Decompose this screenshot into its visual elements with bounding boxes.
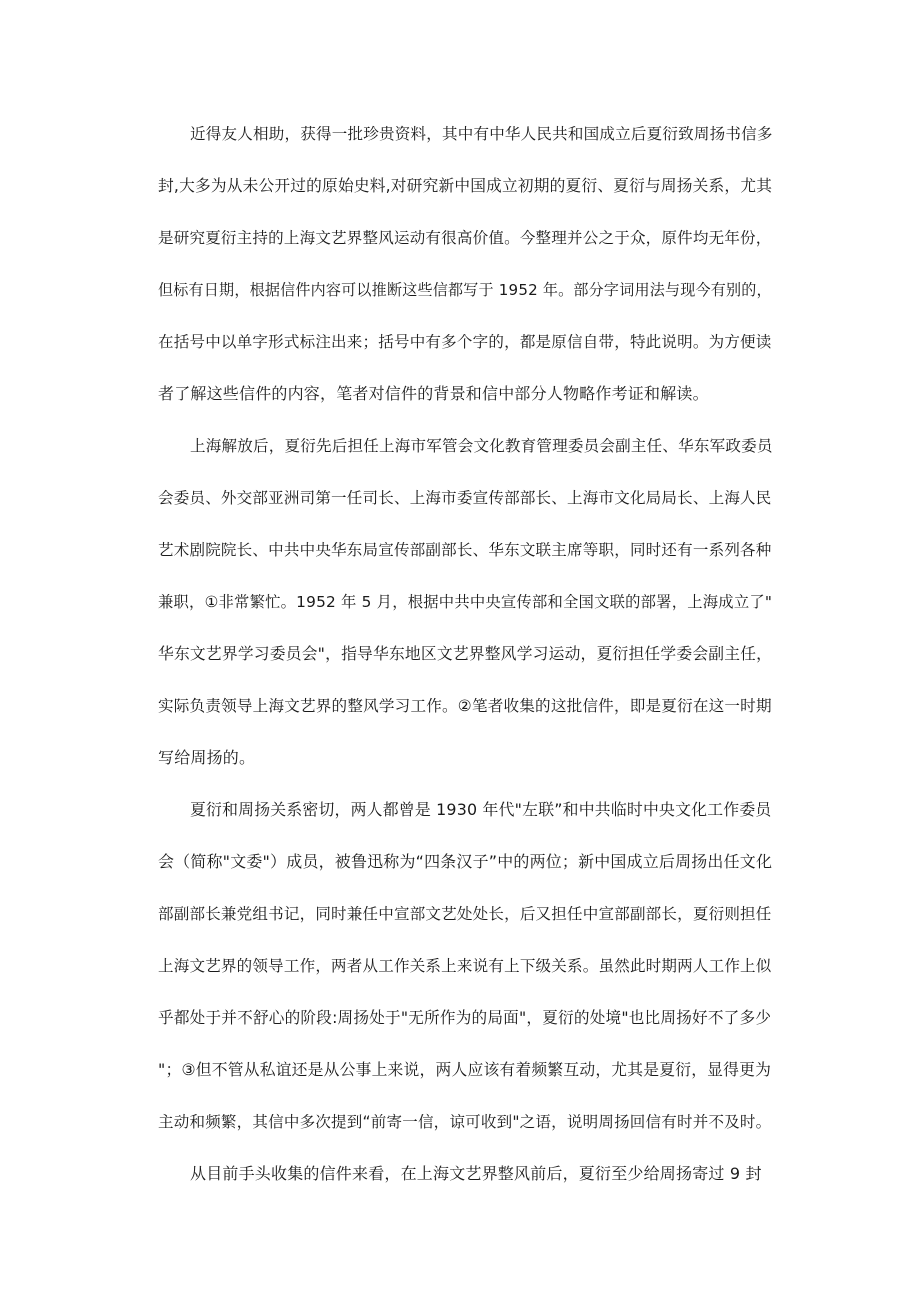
paragraph-2-line-2: 会委员、外交部亚洲司第一任司长、上海市委宣传部部长、上海市文化局局长、上海人民 — [158, 489, 772, 507]
paragraph-1-line-3: 是研究夏衍主持的上海文艺界整风运动有很高价值。今整理并公之于众，原件均无年份， — [158, 229, 772, 247]
paragraph-3-line-3: 部副部长兼党组书记，同时兼任中宣部文艺处处长，后又担任中宣部副部长，夏衍则担任 — [158, 905, 772, 923]
document-body — [158, 108, 772, 1200]
paragraph-2-line-5: 华东文艺界学习委员会"，指导华东地区文艺界整风学习运动，夏衍担任学委会副主任， — [158, 644, 773, 663]
paragraph-1-line-5: 在括号中以单字形式标注出来；括号中有多个字的，都是原信自带，特此说明。为方便读 — [158, 333, 772, 351]
paragraph-2-line-7: 写给周扬的。 — [158, 748, 256, 767]
paragraph-3-line-1: 夏衍和周扬关系密切，两人都曾是 1930 年代"左联”和中共临时中央文化工作委员 — [190, 800, 772, 819]
paragraph-2-line-1: 上海解放后，夏衍先后担任上海市军管会文化教育管理委员会副主任、华东军政委员 — [190, 437, 773, 455]
paragraph-1-line-6: 者了解这些信件的内容，笔者对信件的背景和信中部分人物略作考证和解读。 — [158, 384, 709, 403]
paragraph-2-line-3: 艺术剧院院长、中共中央华东局宣传部副部长、华东文联主席等职，同时还有一系列各种 — [158, 541, 772, 559]
paragraph-2-line-4: 兼职，①非常繁忙。1952 年 5 月，根据中共中央宣传部和全国文联的部署，上海成立了" — [158, 593, 773, 611]
paragraph-3-line-2: 会（简称"文委"）成员，被鲁迅称为“四条汉子”中的两位；新中国成立后周扬出任文化 — [158, 852, 773, 871]
paragraph-3-line-7: 主动和频繁，其信中多次提到“前寄一信，谅可收到"之语，说明周扬回信有时并不及时。 — [158, 1113, 772, 1131]
paragraph-2-line-6: 实际负责领导上海文艺界的整风学习工作。②笔者收集的这批信件，即是夏衍在这一时期 — [158, 697, 772, 715]
paragraph-3-line-5: 乎都处于并不舒心的阶段:周扬处于"无所作为的局面"，夏衍的处境"也比周扬好不了多少 — [158, 1008, 772, 1027]
paragraph-3-line-6: "；③但不管从私谊还是从公事上来说，两人应该有着频繁互动，尤其是夏衍，显得更为 — [158, 1060, 772, 1079]
paragraph-1-line-1: 近得友人相助，获得一批珍贵资料，其中有中华人民共和国成立后夏衍致周扬书信多 — [190, 125, 773, 143]
paragraph-3-line-4: 上海文艺界的领导工作，两者从工作关系上来说有上下级关系。虽然此时期两人工作上似 — [158, 957, 772, 975]
paragraph-1-line-2: 封,大多为从未公开过的原始史料,对研究新中国成立初期的夏衍、夏衍与周扬关系，尤其 — [158, 176, 773, 195]
paragraph-1-line-4: 但标有日期，根据信件内容可以推断这些信都写于 1952 年。部分字词用法与现今有别的， — [158, 281, 772, 299]
paragraph-4-line-1: 从目前手头收集的信件来看，在上海文艺界整风前后，夏衍至少给周扬寄过 9 封 — [190, 1164, 762, 1183]
